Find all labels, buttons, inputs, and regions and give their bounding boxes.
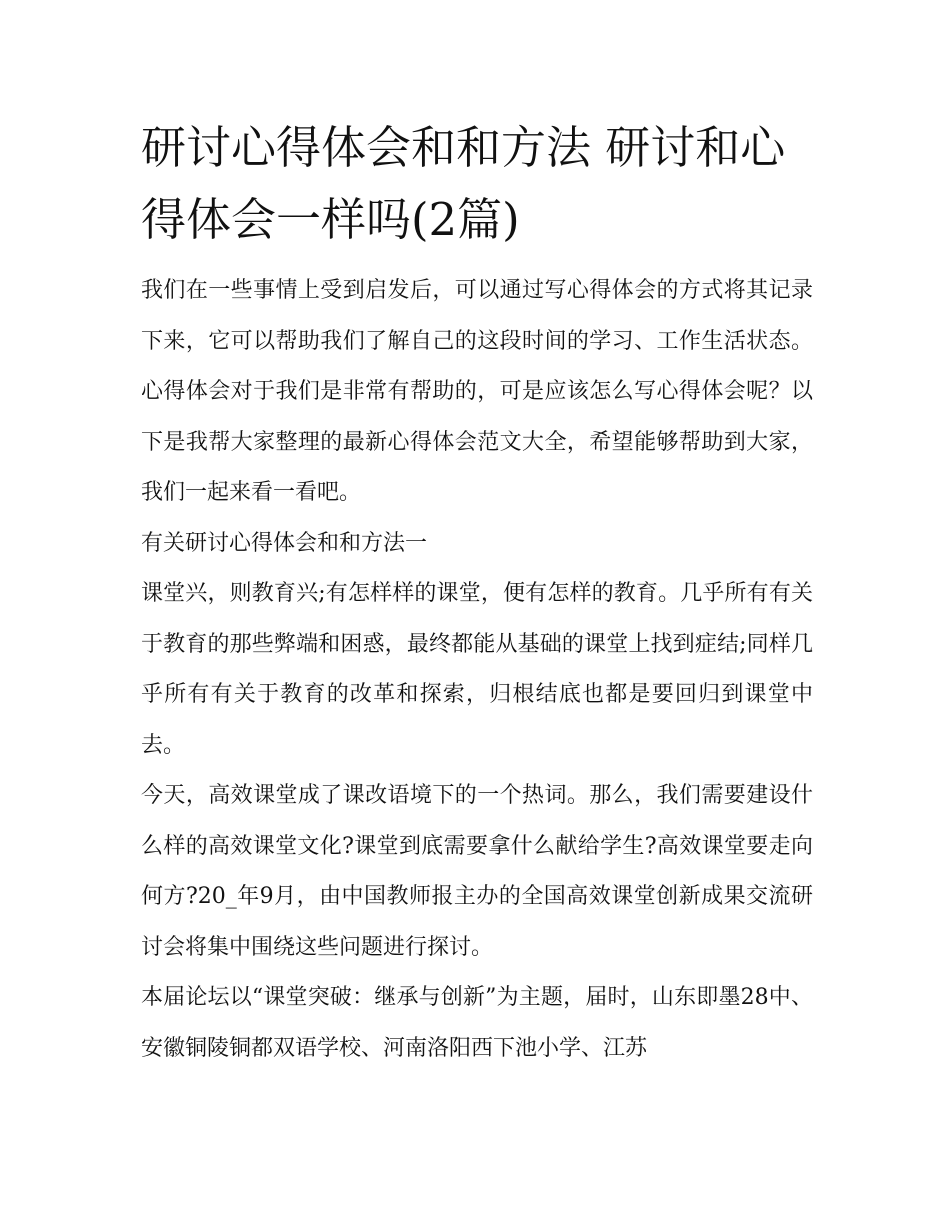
body-paragraph: 本届论坛以“课堂突破：继承与创新”为主题，届时，山东即墨28中、安徽铜陵铜都双语学校、河南洛阳西下池小学、江苏: [141, 985, 813, 1061]
document-title: 研讨心得体会和和方法 研讨和心得体会一样吗(2篇): [141, 121, 786, 246]
document-body: [141, 112, 813, 1074]
body-paragraph: 课堂兴，则教育兴;有怎样样的课堂，便有怎样的教育。几乎所有有关于教育的那些弊端和困惑，最终都能从基础的课堂上找到症结;同样几乎所有有关于教育的改革和探索，归根结底也都是要回归到课堂中去。: [141, 581, 813, 758]
body-paragraph: 今天，高效课堂成了课改语境下的一个热词。那么，我们需要建设什么样的高效课堂文化?课堂到底需要拿什么献给学生?高效课堂要走向何方?20_年9月，由中国教师报主办的全国高效课堂创新成果交流研讨会将集中围绕这些问题进行探讨。: [141, 783, 813, 960]
intro-paragraph: 我们在一些事情上受到启发后，可以通过写心得体会的方式将其记录下来，它可以帮助我们了解自己的这段时间的学习、工作生活状态。心得体会对于我们是非常有帮助的，可是应该怎么写心得体会呢？以下是我帮大家整理的最新心得体会范文大全，希望能够帮助到大家，我们一起来看一看吧。: [141, 278, 813, 505]
section-heading: 有关研讨心得体会和和方法一: [141, 530, 428, 556]
